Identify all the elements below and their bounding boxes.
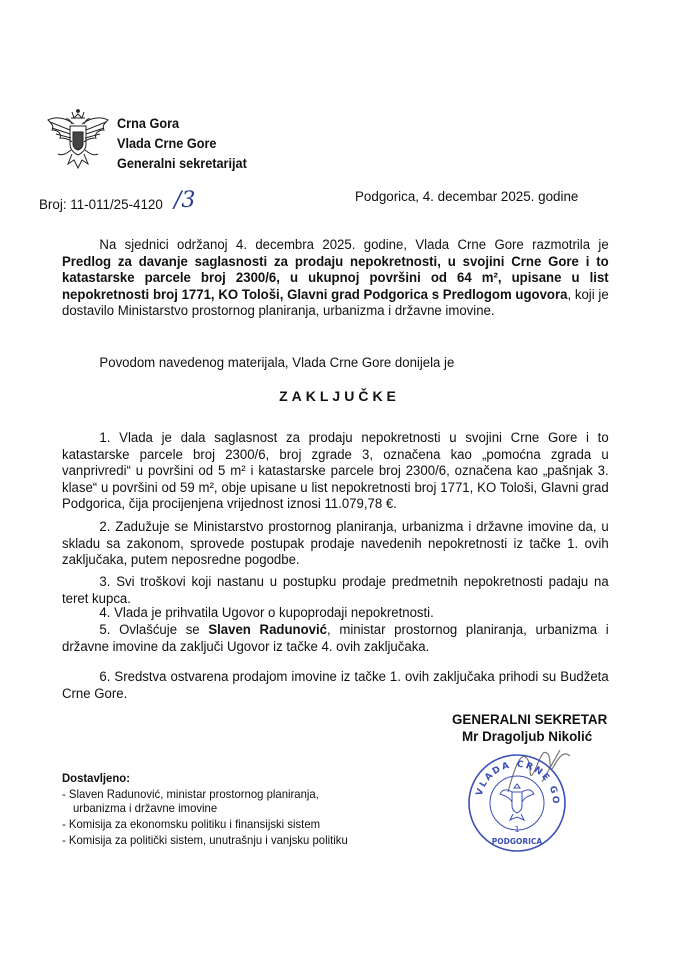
reference-number: Broj: 11-011/25-4120 [39,197,163,212]
conclusion-1: 1. Vlada je dala saglasnost za prodaju nepokretnosti u svojini Crne Gore i to katastarske parcele broj 2300/6, broj zgrade 3, označena kao „pomoćna zgrada u vanprivredi“ u površini od 5 m² i katastarske parcele broj 2300/6, označena kao „pašnjak 3. klase“ u površini od 59 m², obje upisane u list nepokretnosti broj 1771, KO Tološi, Glavni grad Podgorica, čija procijenjena vrijednost iznosi 11.079,78 €. [62,430,609,512]
conclusion-5: 5. Ovlašćuje se Slaven Radunović, ministar prostornog planiranja, urbanizma i državne imovine da zaključi Ugovor iz tačke 4. ovih zaključaka. [62,622,609,654]
header-country: Crna Gora [117,116,180,131]
stamp-number: 1 [514,825,520,834]
stamp-city: PODGORICA [491,837,543,846]
conclusion-2: 2. Zadužuje se Ministarstvo prostornog planiranja, urbanizma i državne imovine da, u skladu sa zakonom, sprovede postupak prodaje navedenih nepokretnosti iz tačke 1. ovih zaključaka, putem neposredne pogodbe. [62,519,609,568]
intro-decision: Povodom navedenog materijala, Vlada Crne Gore donijela je [99,355,455,370]
distribution-heading: Dostavljeno: [62,771,130,785]
distribution-item: - Slaven Radunović, ministar prostornog planiranja, [62,787,319,801]
handwritten-suffix: /3 [174,188,196,213]
stamp-ring-text: VLADA CRNE GO [474,759,561,806]
header-government: Vlada Crne Gore [117,136,217,151]
place-date: Podgorica, 4. decembar 2025. godine [355,189,579,204]
signature-title: GENERALNI SEKRETAR [452,712,608,727]
document-title: ZAKLJUČKE [279,388,400,404]
header-secretariat: Generalni sekretarijat [117,156,247,171]
intro-paragraph: Na sjednici održanoj 4. decembra 2025. godine, Vlada Crne Gore razmotrila je Predlog za davanje saglasnosti za prodaju nepokretnosti, u svojini Crne Gore i to katastarske parcele broj 2300/6, u ukupnoj površini od 64 m², upisane u list nepokretnosti broj 1771, KO Tološi, Glavni grad Podgorica s Predlogom ugovora, koji je dostavilo Ministarstvo prostornog planiranja, urbanizma i državne imovine. [62,237,609,319]
distribution-item: - Komisija za ekonomsku politiku i finansijski sistem [62,817,321,831]
distribution-item: urbanizma i državne imovine [73,801,218,815]
signature-name: Mr Dragoljub Nikolić [462,729,593,744]
conclusion-3: 3. Svi troškovi koji nastanu u postupku prodaje predmetnih nepokretnosti padaju na teret kupca. [62,574,609,606]
conclusion-6: 6. Sredstva ostvarena prodajom imovine iz tačke 1. ovih zaključaka prihodi su Budžeta Crne Gore. [62,669,609,701]
official-stamp [466,752,568,854]
distribution-item: - Komisija za politički sistem, unutrašnju i vanjsku politiku [62,833,348,847]
svg-text:VLADA CRNE GORE [466,752,560,806]
conclusion-4: 4. Vlada je prihvatila Ugovor o kupoprodaji nepokretnosti. [99,605,434,620]
coat-of-arms-icon [44,108,112,172]
